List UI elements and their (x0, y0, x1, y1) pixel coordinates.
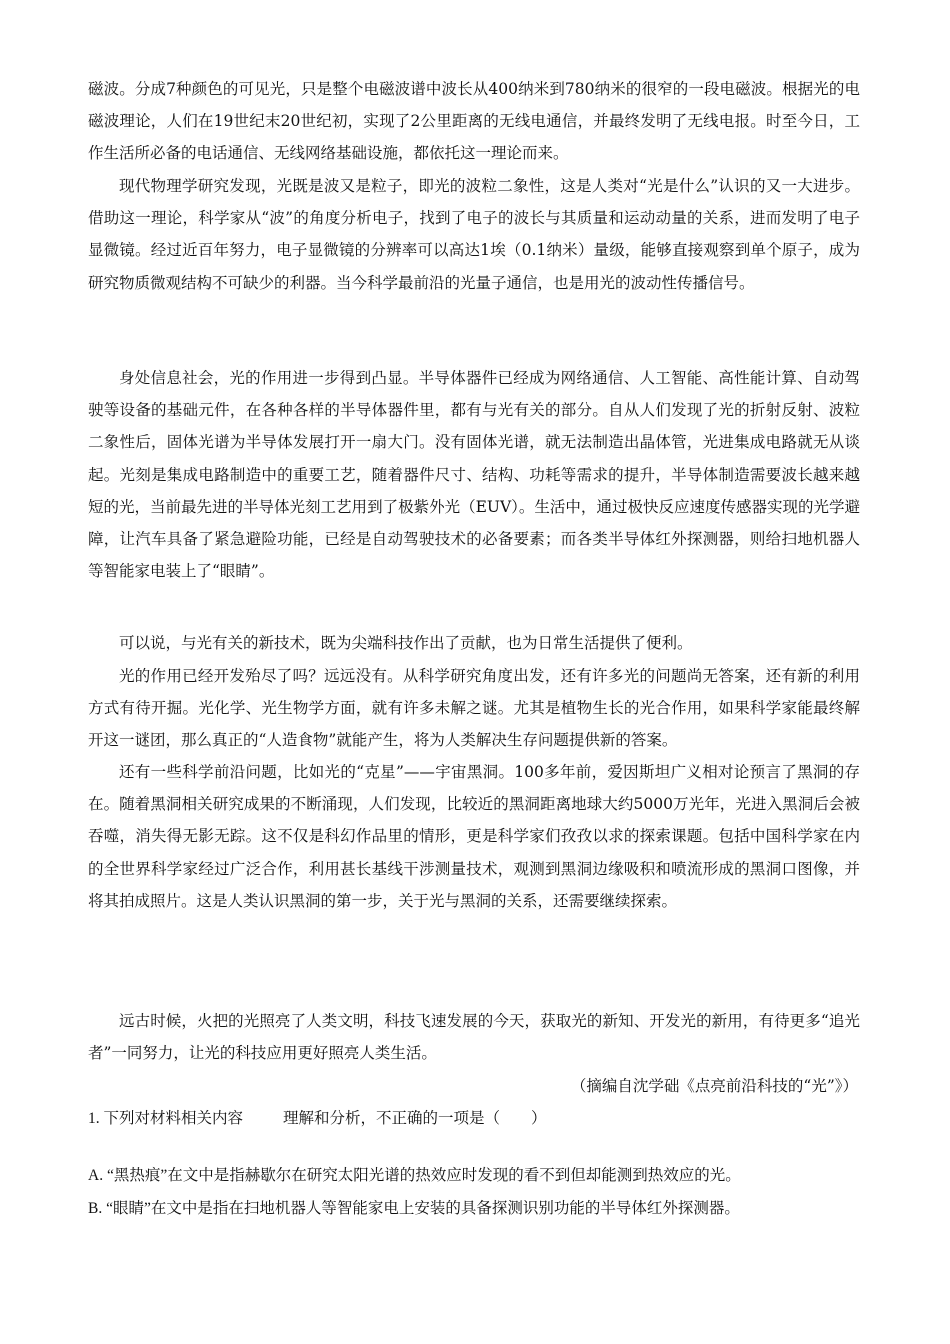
option-b: B. “眼睛”在文中是指在扫地机器人等智能家电上安装的具备探测识别功能的半导体红外探测器。 (88, 1200, 740, 1217)
question-stem-part-2: 理解和分析，不正确的一项是（ ） (283, 1110, 547, 1127)
question-stem (88, 1103, 547, 1135)
article-paragraph-5: 光的作用已经开发殆尽了吗？远远没有。从科学研究角度出发，还有许多光的问题尚无答案，还有新的利用方式有待开掘。光化学、光生物学方面，就有许多未解之谜。尤其是植物生长的光合作用，如果科学家能最终解开这一谜团，那么真正的“人造食物”就能产生，将为人类解决生存问题提供新的答案。 (88, 667, 860, 750)
article-paragraph-1: 磁波。分成7种颜色的可见光，只是整个电磁波谱中波长从400纳米到780纳米的很窄的一段电磁波。根据光的电磁波理论，人们在19世纪末20世纪初，实现了2公里距离的无线电通信，并最终发明了无线电报。时至今日，工作生活所必备的电话通信、无线网络基础设施，都依托这一理论而来。 (88, 80, 860, 163)
question-stem-part-1: 1. 下列对材料相关内容 (88, 1110, 244, 1127)
article-paragraph-6: 还有一些科学前沿问题，比如光的“克星”——宇宙黑洞。100多年前，爱因斯坦广义相对论预言了黑洞的存在。随着黑洞相关研究成果的不断涌现，人们发现，比较近的黑洞距离地球大约5000万光年，光进入黑洞后会被吞噬，消失得无影无踪。这不仅是科幻作品里的情形，更是科学家们孜孜以求的探索课题。包括中国科学家在内的全世界科学家经过广泛合作，利用甚长基线干涉测量技术，观测到黑洞边缘吸积和喷流形成的黑洞口图像，并将其拍成照片。这是人类认识黑洞的第一步，关于光与黑洞的关系，还需要继续探索。 (88, 763, 860, 910)
option-a: A. “黑热痕”在文中是指赫歇尔在研究太阳光谱的热效应时发现的看不到但却能测到热效应的光。 (88, 1167, 741, 1184)
article-source: （摘编自沈学础《点亮前沿科技的“光”》） (570, 1077, 858, 1095)
article-paragraph-2: 现代物理学研究发现，光既是波又是粒子，即光的波粒二象性，这是人类对“光是什么”认识的又一大进步。借助这一理论，科学家从“波”的角度分析电子，找到了电子的波长与其质量和运动动量的关系，进而发明了电子显微镜。经过近百年努力，电子显微镜的分辨率可以高达1埃（0.1纳米）量级，能够直接观察到单个原子，成为研究物质微观结构不可缺少的利器。当今科学最前沿的光量子通信，也是用光的波动性传播信号。 (88, 177, 860, 292)
article-paragraph-3: 身处信息社会，光的作用进一步得到凸显。半导体器件已经成为网络通信、人工智能、高性能计算、自动驾驶等设备的基础元件，在各种各样的半导体器件里，都有与光有关的部分。自从人们发现了光的折射反射、波粒二象性后，固体光谱为半导体发展打开一扇大门。没有固体光谱，就无法制造出晶体管，光进集成电路就无从谈起。光刻是集成电路制造中的重要工艺，随着器件尺寸、结构、功耗等需求的提升，半导体制造需要波长越来越短的光，当前最先进的半导体光刻工艺用到了极紫外光（EUV）。生活中，通过极快反应速度传感器实现的光学避障，让汽车具备了紧急避险功能，已经是自动驾驶技术的必备要素；而各类半导体红外探测器，则给扫地机器人等智能家电装上了“眼睛”。 (88, 369, 860, 581)
article-paragraph-4: 可以说，与光有关的新技术，既为尖端科技作出了贡献，也为日常生活提供了便利。 (119, 634, 693, 652)
article-paragraph-7: 远古时候，火把的光照亮了人类文明，科技飞速发展的今天，获取光的新知、开发光的新用，有待更多“追光者”一同努力，让光的科技应用更好照亮人类生活。 (88, 1012, 860, 1063)
